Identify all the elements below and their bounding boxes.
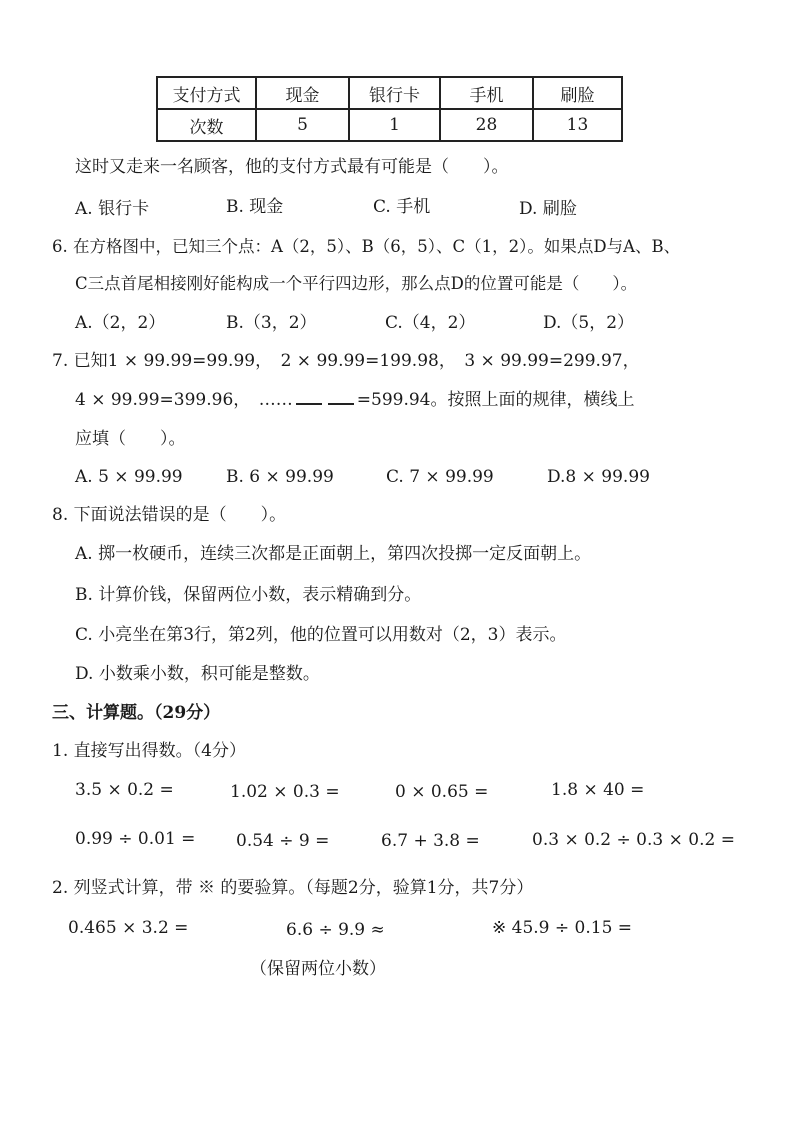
vertical-calc-item: 6.6 ÷ 9.9 ≈ [286, 920, 385, 940]
q5-option-b: B. 现金 [226, 197, 284, 217]
calc-item: 0.99 ÷ 0.01 = [75, 829, 196, 849]
table-cell: 28 [440, 109, 533, 141]
calc-item: 0 × 0.65 = [395, 782, 489, 802]
q7-option-c: C. 7 × 99.99 [386, 467, 494, 487]
answer-blank[interactable] [328, 389, 354, 405]
q8-option-d: D. 小数乘小数，积可能是整数。 [75, 664, 320, 684]
q7-option-d: D.8 × 99.99 [547, 467, 650, 487]
calc-item: 6.7 + 3.8 = [381, 831, 480, 851]
calc-item: 3.5 × 0.2 = [75, 780, 174, 800]
payment-table [156, 76, 623, 142]
q7-option-a: A. 5 × 99.99 [75, 467, 183, 487]
rounding-note: （保留两位小数） [250, 959, 386, 979]
table-row [157, 109, 622, 141]
q5-option-d: D. 刷脸 [519, 199, 577, 219]
table-header-cell: 手机 [440, 77, 533, 109]
q7-line-1: 7. 已知1 × 99.99=99.99， 2 × 99.99=199.98， 3 × 99.99=299.97， [52, 351, 640, 371]
table-header-cell: 刷脸 [533, 77, 622, 109]
q5-option-a: A. 银行卡 [75, 199, 150, 219]
q6-line-1: 6. 在方格图中，已知三个点：A（2，5）、B（6，5）、C（1，2）。如果点D与A、B、 [52, 237, 681, 256]
table-cell: 5 [256, 109, 349, 141]
q8-option-c: C. 小亮坐在第3行，第2列，他的位置可以用数对（2，3）表示。 [75, 625, 567, 645]
section-3-title: 三、计算题。（29分） [52, 703, 221, 723]
part-2-title: 2. 列竖式计算，带 ※ 的要验算。（每题2分，验算1分，共7分） [52, 878, 534, 898]
q8-option-b: B. 计算价钱，保留两位小数，表示精确到分。 [75, 585, 422, 605]
table-row [157, 77, 622, 109]
q6-option-a: A.（2，2） [75, 313, 166, 333]
vertical-calc-item: ※ 45.9 ÷ 0.15 = [492, 918, 633, 938]
q6-option-b: B.（3，2） [226, 313, 317, 333]
q8-option-a: A. 掷一枚硬币，连续三次都是正面朝上，第四次投掷一定反面朝上。 [75, 544, 592, 564]
table-cell: 13 [533, 109, 622, 141]
part-1-title: 1. 直接写出得数。（4分） [52, 741, 246, 761]
calc-item: 1.02 × 0.3 = [230, 782, 340, 802]
q7-option-b: B. 6 × 99.99 [226, 467, 334, 487]
table-header-cell: 支付方式 [157, 77, 256, 109]
table-row-label: 次数 [157, 109, 256, 141]
q7-line-2 [75, 389, 635, 411]
vertical-calc-item: 0.465 × 3.2 = [68, 918, 189, 938]
answer-blank[interactable] [296, 389, 322, 405]
q6-option-d: D.（5，2） [543, 313, 635, 333]
table-header-cell: 现金 [256, 77, 349, 109]
q7-line-3: 应填（ ）。 [75, 429, 186, 449]
q5-stem: 这时又走来一名顾客，他的支付方式最有可能是（ ）。 [75, 157, 509, 177]
q6-option-c: C.（4，2） [385, 313, 476, 333]
calc-item: 0.54 ÷ 9 = [236, 831, 330, 851]
q7-line-2-start: 4 × 99.99=399.96， …… [75, 390, 293, 410]
table-cell: 1 [349, 109, 440, 141]
calc-item: 1.8 × 40 = [551, 780, 645, 800]
q6-line-2: C三点首尾相接刚好能构成一个平行四边形，那么点D的位置可能是（ ）。 [75, 274, 638, 293]
q5-option-c: C. 手机 [373, 197, 431, 217]
q8-stem: 8. 下面说法错误的是（ ）。 [52, 505, 287, 525]
q7-line-2-end: =599.94。按照上面的规律，横线上 [356, 390, 635, 410]
calc-item: 0.3 × 0.2 ÷ 0.3 × 0.2 = [532, 830, 735, 850]
table-header-cell: 银行卡 [349, 77, 440, 109]
